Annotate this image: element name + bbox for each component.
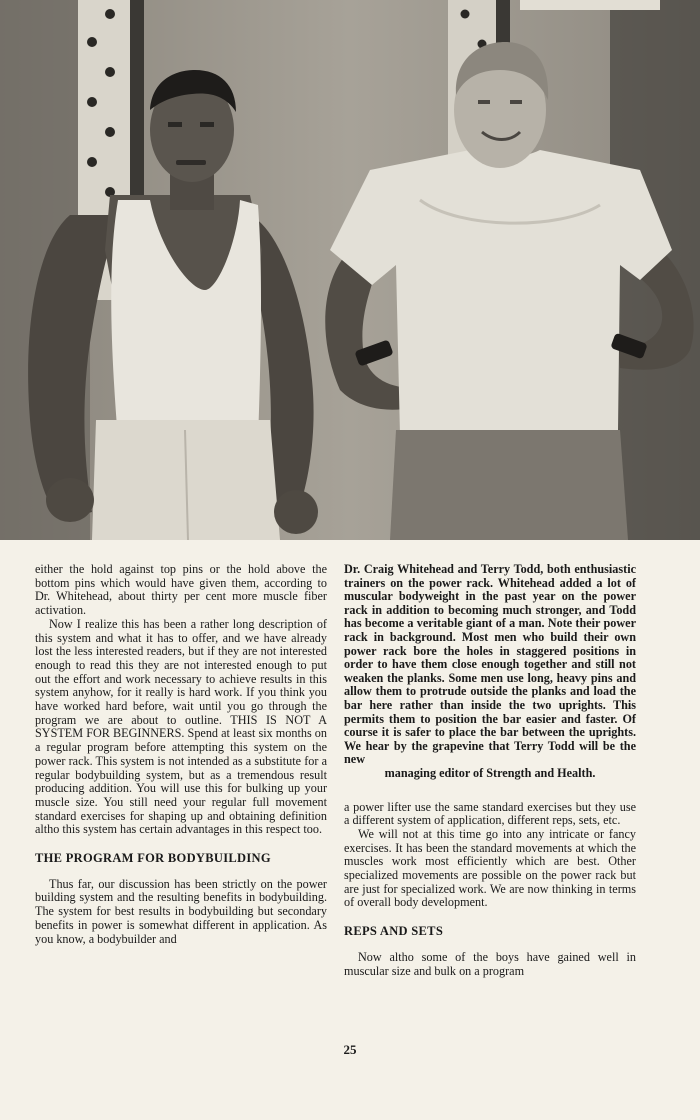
body-paragraph: Now I realize this has been a rather long description of this system and what it has to offer, and we have already lost the less interested readers, but if they are not interested enough to read this they are not interested enough to put out the effort and work necessary to achieve results in this system anyhow, for it really is hard work. If you think you have worked hard before, wait until you go through the program we are about to outline. THIS IS NOT A SYSTEM FOR BEGINNERS. Spend at least six months on a regular program before attempting this system on the power rack. This system is not intended as a substitute for a regular bodybuilding system, but as a tremendous result producing addition. You will use this for bulking up your muscle size. You still need your regular full movement standard exercises for shaping up and obtaining definition altho this system has certain advantages in this respect too. [35,616,327,837]
photo-two-men-power-rack [0,0,700,540]
left-column [35,563,327,946]
body-paragraph: a power lifter use the same standard exercises but they use a different system of application, different reps, sets, etc. [344,799,636,828]
right-column [344,563,636,978]
photo-caption [344,563,636,781]
page-number: 25 [343,1042,357,1057]
section-heading-program: THE PROGRAM FOR BODYBUILDING [35,851,271,866]
photo-caption-text: Dr. Craig Whitehead and Terry Todd, both enthusiastic trainers on the power rack. Whitehead added a lot of muscular bodyweight in the past year on the power rack in addition to becoming much stronger, and Todd has become a veritable giant of a man. Note their power rack in background. Most men who build their own power rack bore the holes in staggered positions in order to have them close enough together and still not weaken the planks. Some men use long, heavy pins and allow them to protrude outside the planks and load the bar here rather than inside the two uprights. This permits them to position the bar easier and faster. Of course it is safer to place the bar between the uprights. We hear by the grapevine that Terry Todd will be the new [344,562,636,767]
body-paragraph: either the hold against top pins or the hold above the bottom pins which would have given them, according to Dr. Whitehead, about thirty per cent more muscle fiber activation. [35,562,327,618]
article-photo [0,0,700,540]
photo-caption-end: managing editor of Strength and Health. [384,765,596,780]
body-paragraph: We will not at this time go into any intricate or fancy exercises. It has been the standard movements at which the muscles work most efficiently which are best. Other specialized movements are possible on the power rack but are just for specialized work. We are now thinking in terms of overall body development. [344,826,636,910]
body-paragraph: Thus far, our discussion has been strictly on the power building system and the resulting benefits in bodybuilding. The system for best results in bodybuilding but secondary benefits in power is somewhat different in application. As you know, a bodybuilder and [35,876,327,946]
body-paragraph: Now altho some of the boys have gained well in muscular size and bulk on a program [344,949,636,978]
section-heading-reps-sets: REPS AND SETS [344,924,444,939]
